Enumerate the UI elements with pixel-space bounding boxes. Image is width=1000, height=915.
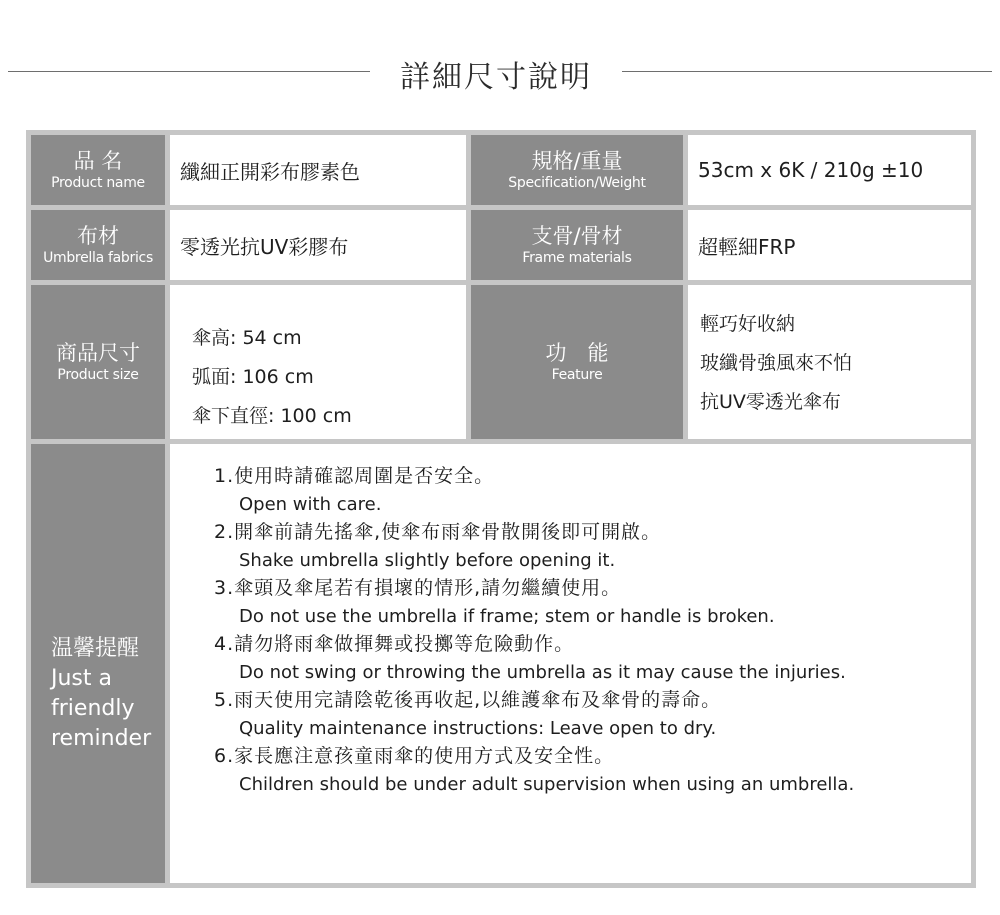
note-5-zh: 5.雨天使用完請陰乾後再收起,以維護傘布及傘骨的壽命。 [214,689,722,711]
spec-label-en: Specification/Weight [508,175,646,191]
size-label-zh: 商品尺寸 [56,341,140,365]
spec-value: 53cm x 6K / 210g ±10 [688,135,971,205]
note-1-zh: 1.使用時請確認周圍是否安全。 [214,465,495,487]
note-3-en: Do not use the umbrella if frame; stem or handle is broken. [239,606,775,627]
fabric-value: 零透光抗UV彩膠布 [170,210,466,280]
feature-values [688,285,971,439]
note-6 [214,742,971,798]
product-name-label-en: Product name [51,175,145,191]
title-divider-left [8,71,370,72]
note-4-en: Do not swing or throwing the umbrella as it may cause the injuries. [239,662,846,683]
note-3-zh: 3.傘頭及傘尾若有損壞的情形,請勿繼續使用。 [214,577,622,599]
feature-line-2: 玻纖骨強風來不怕 [700,352,853,374]
feature-line-3: 抗UV零透光傘布 [700,391,841,413]
frame-value: 超輕細FRP [688,210,971,280]
feature-label [471,285,683,439]
frame-label [471,210,683,280]
spec-label [471,135,683,205]
size-label-en: Product size [57,367,139,383]
size-line-height: 傘高: 54 cm [192,327,302,349]
frame-label-en: Frame materials [522,250,632,266]
frame-label-zh: 支骨/骨材 [531,224,623,248]
title-row [0,0,1000,130]
spec-table [26,130,976,888]
reminder-label-en-1: Just a [51,666,112,691]
note-3 [214,574,971,630]
note-4-zh: 4.請勿將雨傘做揮舞或投擲等危險動作。 [214,633,575,655]
page-title: 詳細尺寸說明 [400,60,592,95]
reminder-label-en-3: reminder [51,726,152,751]
note-6-en: Children should be under adult supervision when using an umbrella. [239,774,855,795]
feature-label-zh: 功 能 [545,341,609,365]
reminder-label-zh: 温馨提醒 [51,636,140,661]
size-values [170,285,466,439]
fabric-label [31,210,165,280]
product-name-value: 纖細正開彩布膠素色 [170,135,466,205]
note-5-en: Quality maintenance instructions: Leave open to dry. [239,718,717,739]
reminder-label [31,444,165,883]
spec-label-zh: 規格/重量 [531,149,623,173]
product-name-label [31,135,165,205]
note-2-zh: 2.開傘前請先搖傘,使傘布雨傘骨散開後即可開啟。 [214,521,662,543]
note-6-zh: 6.家長應注意孩童雨傘的使用方式及安全性。 [214,745,615,767]
feature-label-en: Feature [551,367,603,383]
size-line-diameter: 傘下直徑: 100 cm [192,405,352,427]
note-2 [214,518,971,574]
feature-line-1: 輕巧好收納 [700,313,796,335]
size-line-arc: 弧面: 106 cm [192,366,314,388]
size-label [31,285,165,439]
note-1 [214,462,971,518]
product-name-label-zh: 品 名 [73,149,123,173]
title-divider-right [622,71,992,72]
note-5 [214,686,971,742]
note-2-en: Shake umbrella slightly before opening it. [239,550,616,571]
note-4 [214,630,971,686]
fabric-label-zh: 布材 [77,224,119,248]
reminder-label-en-2: friendly [51,696,135,721]
note-1-en: Open with care. [239,494,382,515]
reminder-notes [170,444,971,883]
fabric-label-en: Umbrella fabrics [43,250,153,266]
